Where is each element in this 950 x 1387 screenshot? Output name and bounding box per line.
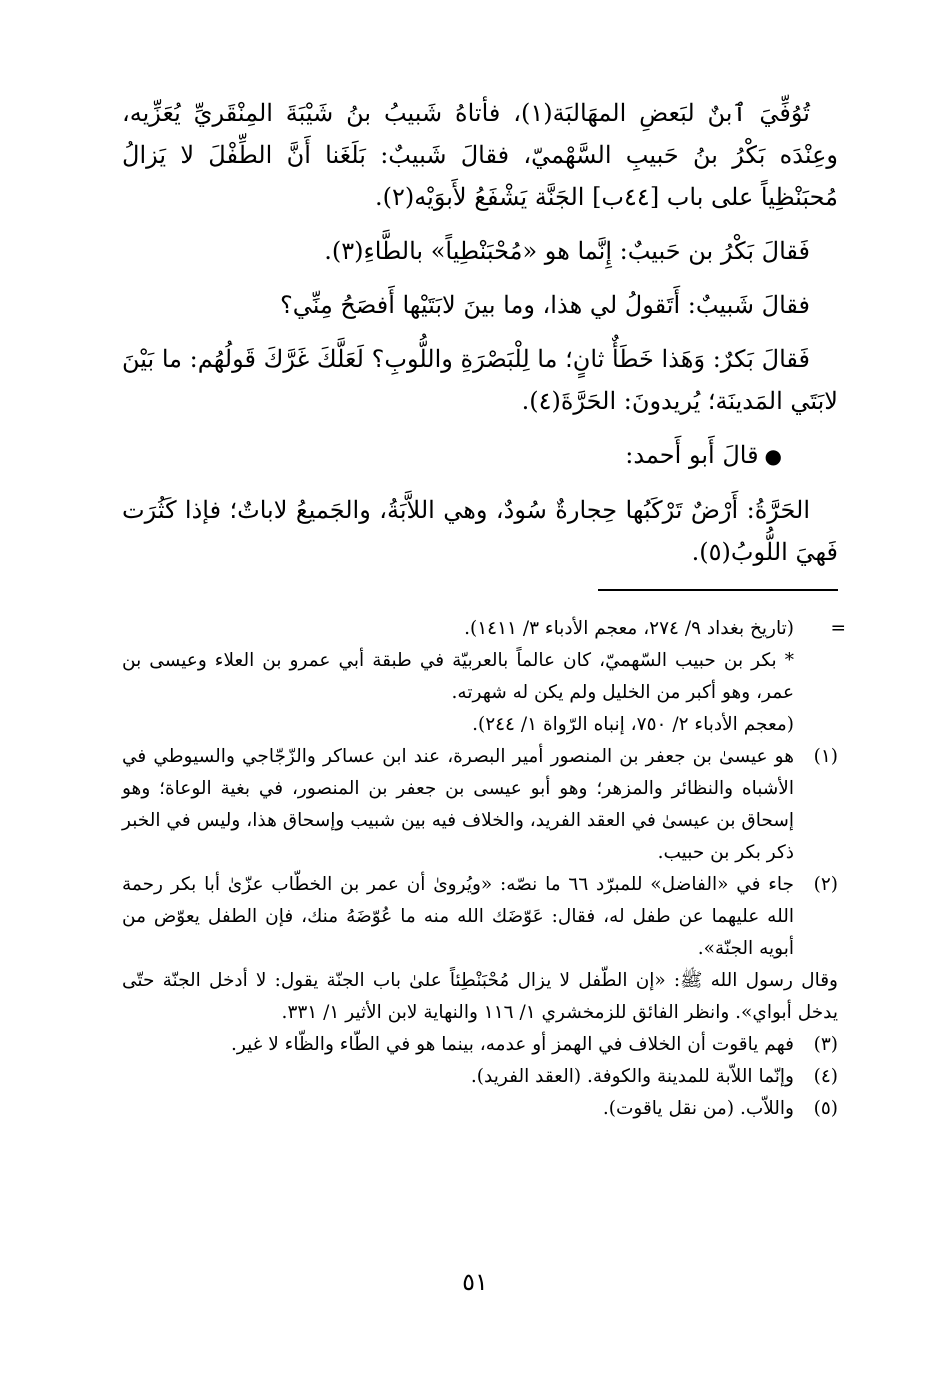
paragraph-1: تُوُفِّيَ ٱبنٌ لبَعضِ المهَالبَة(١)، فأتاهُ شَبيبُ بنُ شَيْبَةَ المِنْقَريِّ يُعَزِّيه، وعِنْدَه بَكْرُ بنُ حَبيبِ السَّهْميّ، فقالَ شَبيبٌ: بَلَغَنا أَنَّ الطِّفْلَ لا يَزالُ مُحبَنْظِياً على باب [٤٤ب] الجَنَّة يَشْفَعُ لأَبوَيْه(٢). bbox=[122, 99, 838, 211]
continuation-line-2: * بكر بن حبيب السّهميّ، كان عالماً بالعربيّة في طبقة أبي عمرو بن العلاء وعيسى بن عمر، وهو أكبر من الخليل ولم يكن له شهرته. bbox=[122, 650, 794, 703]
footnotes bbox=[122, 613, 846, 1125]
paragraph-5 bbox=[122, 434, 838, 477]
main-text bbox=[122, 92, 838, 573]
paragraph-5-text: قالَ أَبو أَحمد: bbox=[625, 441, 759, 469]
footnote-4-number: (٤) bbox=[813, 1066, 838, 1087]
footnote-divider bbox=[598, 589, 838, 591]
page-number: ٥١ bbox=[462, 1268, 488, 1296]
paragraph-6: الحَرَّةُ: أَرْضٌ تَرْكَبُها حِجارةٌ سُودٌ، وهي اللاَّبَةُ، والجَميعُ لاباتٌ؛ فإذا كَثُرَت فَهيَ اللُّوبُ(٥). bbox=[122, 496, 838, 566]
footnote-3 bbox=[122, 1029, 838, 1061]
footnote-3-text: فهم ياقوت أن الخلاف في الهمز أو عدمه، بينما هو في الطّاء والظّاء لا غير. bbox=[231, 1034, 794, 1055]
footnote-2-extra: وقال رسول الله ﷺ: «إن الطّفل لا يزال مُحْبَنْطِئاً علىٰ باب الجنّة يقول: لا أدخل الجنّة حتّى يدخل أبواي». وانظر الفائق للزمخشري ١/ ١١٦ والنهاية لابن الأثير ١/ ٣٣١. bbox=[122, 970, 838, 1023]
footnote-4 bbox=[122, 1061, 838, 1093]
footnote-3-number: (٣) bbox=[813, 1034, 838, 1055]
footnote-continuation bbox=[122, 613, 846, 741]
footnote-4-text: وإنّما اللاّبة للمدينة والكوفة. (العقد الفريد). bbox=[470, 1066, 794, 1087]
continuation-marker: = bbox=[830, 618, 846, 639]
paragraph-3: فقالَ شَبيبٌ: أَتَقولُ لي هذا، وما بينَ لابَتَيْها أَفصَحُ مِنِّي؟ bbox=[279, 291, 810, 319]
footnote-5-number: (٥) bbox=[813, 1098, 838, 1119]
footnote-1-text: هو عيسىٰ بن جعفر بن المنصور أمير البصرة، عند ابن عساكر والزّجّاجي والسيوطي في الأشباه والنظائر والمزهر؛ وهو أبو عيسى بن جعفر بن المنصور، في بغية الوعاة؛ وهو إسحاق بن عيسىٰ في العقد الفريد، والخلاف فيه بين شبيب وإسحاق هذا، وليس في الخبر ذكر بكر بن حبيب. bbox=[122, 746, 794, 863]
footnote-2 bbox=[122, 869, 838, 965]
footnote-5 bbox=[122, 1093, 838, 1125]
continuation-line-1: (تاريخ بغداد ٩/ ٢٧٤، معجم الأدباء ٣/ ١٤١١). bbox=[464, 618, 794, 639]
continuation-line-3: (معجم الأدباء ٢/ ٧٥٠، إنباه الرّواة ١/ ٢٤٤). bbox=[472, 714, 794, 735]
paragraph-2: فَقالَ بَكْرُ بن حَبيبٌ: إِنَّما هو «مُحْبَنْطِياً» بالطَّاءِ(٣). bbox=[324, 237, 810, 265]
bullet-icon: ● bbox=[764, 444, 782, 468]
footnote-5-text: واللاّب. (من نقل ياقوت). bbox=[602, 1098, 794, 1119]
footnote-2-text: جاء في «الفاضل» للمبرّد ٦٦ ما نصّه: «ويُروىٰ أن عمر بن الخطّاب عزّىٰ أبا بكر رحمة الله عليهما عن طفل له، فقال: عَوّضَك الله منه ما عُوّضَهُ منك، فإن الطفل يعوّض من أبويه الجنّة». bbox=[122, 874, 794, 959]
paragraph-4: فَقالَ بَكرٌ: وَهَذا خَطَأٌ ثانٍ؛ ما لِلْبَصْرَةِ واللُّوبِ؟ لَعَلَّكَ غَرَّكَ قَولُهُم: ما بَيْنَ لابَتَي المَدينَة؛ يُريدونَ: الحَرَّةَ(٤). bbox=[122, 345, 838, 415]
footnote-1-number: (١) bbox=[813, 746, 838, 767]
footnote-1 bbox=[122, 741, 838, 869]
footnote-2-number: (٢) bbox=[813, 874, 838, 895]
